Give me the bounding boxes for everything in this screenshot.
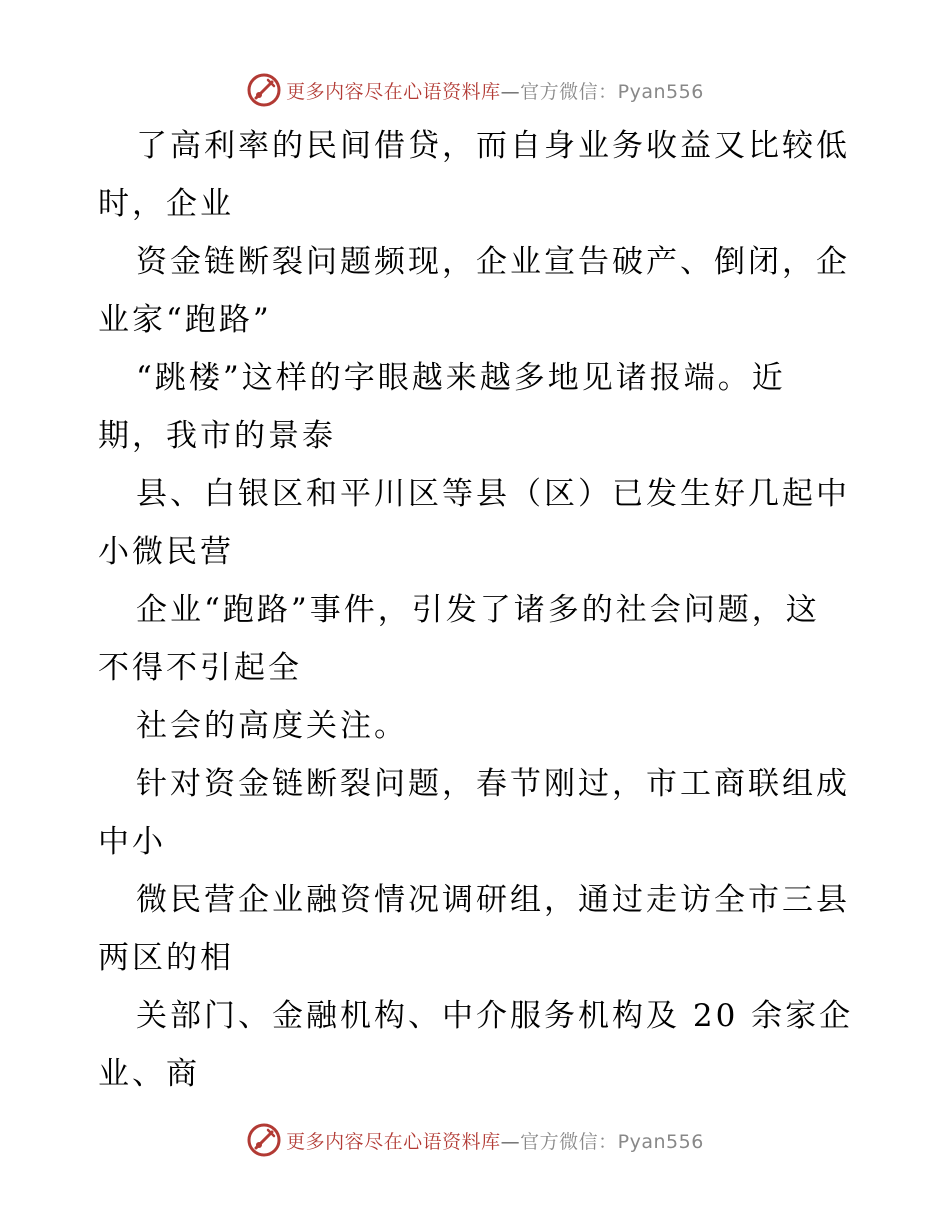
body-line: 期，我市的景泰: [98, 418, 336, 454]
body-line: 业、商: [98, 1056, 200, 1092]
body-line: 不得不引起全: [98, 650, 302, 686]
logo-icon: [246, 1122, 282, 1158]
footer-dash: —: [500, 1130, 521, 1153]
footer-banner: [0, 1120, 950, 1160]
body-line: 两区的相: [98, 940, 234, 976]
body-line: 业家“跑路”: [98, 302, 272, 338]
footer-main-text: 更多内容尽在心语资料库: [286, 1130, 501, 1153]
body-line: 了高利率的民间借贷，而自身业务收益又比较低: [136, 128, 850, 164]
body-line: 社会的高度关注。: [136, 708, 408, 744]
document-body: [98, 117, 858, 1103]
body-line: “跳楼”这样的字眼越来越多地见诸报端。近: [136, 360, 786, 396]
footer-text: [286, 1127, 704, 1154]
header-text: [286, 77, 704, 104]
body-line: 关部门、金融机构、中介服务机构及 20 余家企: [136, 998, 854, 1034]
footer-contact: 官方微信：Pyan556: [520, 1130, 704, 1153]
body-line: 小微民营: [98, 534, 234, 570]
body-line: 针对资金链断裂问题，春节刚过，市工商联组成: [136, 766, 850, 802]
body-line: 县、白银区和平川区等县（区）已发生好几起中: [136, 476, 850, 512]
body-line: 中小: [98, 824, 166, 860]
header-main-text: 更多内容尽在心语资料库: [286, 80, 501, 103]
header-dash: —: [500, 80, 521, 103]
header-banner: [0, 70, 950, 110]
body-line: 资金链断裂问题频现，企业宣告破产、倒闭，企: [136, 244, 850, 280]
body-line: 企业“跑路”事件，引发了诸多的社会问题，这: [136, 592, 820, 628]
header-contact: 官方微信：Pyan556: [520, 80, 704, 103]
body-line: 时，企业: [98, 186, 234, 222]
logo-icon: [246, 72, 282, 108]
body-line: 微民营企业融资情况调研组，通过走访全市三县: [136, 882, 850, 918]
